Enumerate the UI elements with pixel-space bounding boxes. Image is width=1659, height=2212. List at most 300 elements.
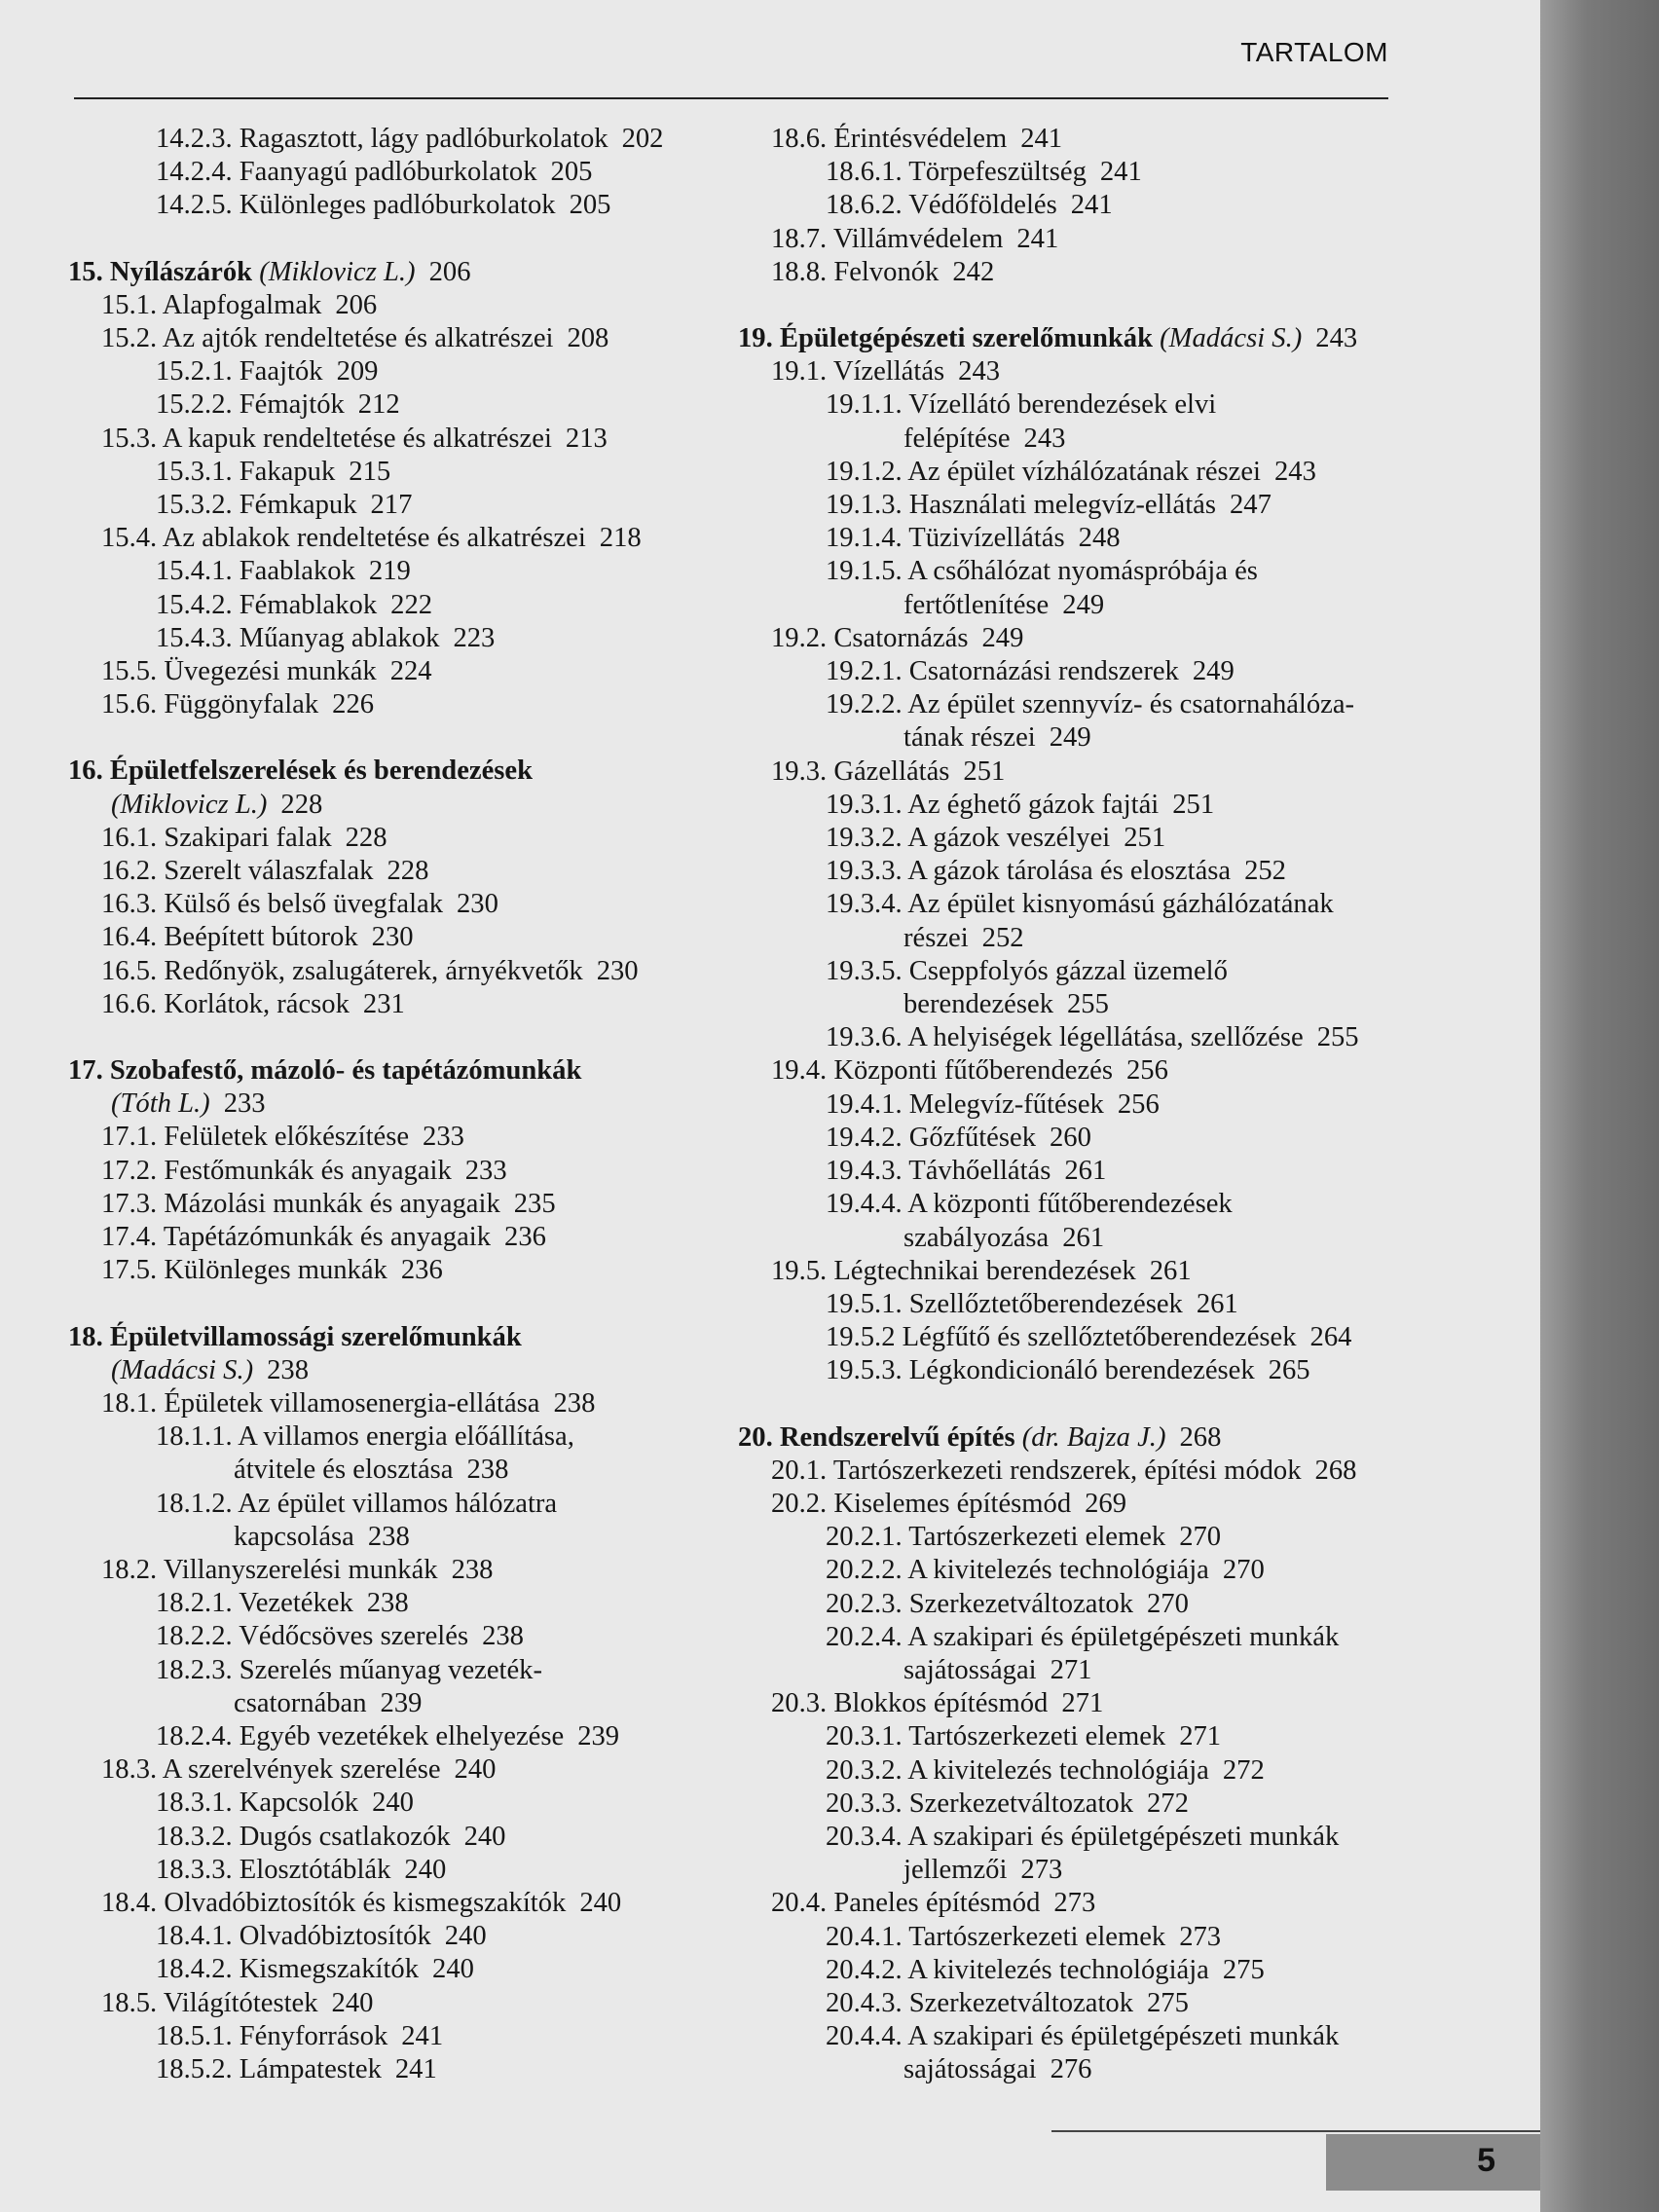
toc-entry-page: 206 xyxy=(428,256,471,287)
toc-entry xyxy=(738,1588,1439,1621)
toc-entry-title: kapcsolása xyxy=(234,1521,354,1552)
toc-entry-page: 228 xyxy=(280,789,323,820)
toc-entry-page: 272 xyxy=(1222,1754,1265,1786)
toc-entry-title: 19.1.5. A csőhálózat nyomáspróbája és xyxy=(826,556,1258,587)
toc-entry-title: 20.3.3. Szerkezetváltozatok xyxy=(826,1788,1133,1819)
toc-entry xyxy=(68,1121,730,1154)
toc-entry-title: 18.6. Érintésvédelem xyxy=(771,124,1008,154)
toc-entry xyxy=(68,156,730,189)
toc-entry xyxy=(68,655,730,688)
toc-entry xyxy=(738,1054,1439,1088)
toc-entry-page: 241 xyxy=(1020,124,1063,154)
toc-entry-page: 233 xyxy=(423,1122,464,1153)
toc-entry-title: 19.3.5. Cseppfolyós gázzal üzemelő xyxy=(826,955,1228,986)
page-number-box xyxy=(1326,2134,1540,2191)
toc-entry xyxy=(738,1720,1439,1753)
toc-entry-title: 19.1. Vízellátás xyxy=(771,356,945,387)
toc-entry-page: 249 xyxy=(1192,656,1235,687)
toc-entry-page: 275 xyxy=(1147,1987,1189,2018)
toc-entry xyxy=(738,1887,1439,1920)
toc-entry xyxy=(738,1687,1439,1720)
toc-entry-page: 206 xyxy=(335,289,378,320)
toc-entry-page: 268 xyxy=(1314,1455,1357,1486)
toc-entry xyxy=(738,955,1439,988)
toc-entry xyxy=(68,688,730,721)
toc-entry xyxy=(68,1221,730,1254)
toc-entry-page: 212 xyxy=(357,389,400,421)
toc-entry-title: 20.4. Paneles építésmód xyxy=(771,1888,1041,1919)
toc-entry xyxy=(68,888,730,921)
toc-entry xyxy=(738,223,1439,256)
toc-entry-title: 20.2.4. A szakipari és épületgépészeti munkák xyxy=(826,1621,1340,1652)
toc-entry xyxy=(68,589,730,622)
toc-entry xyxy=(738,855,1439,888)
toc-entry-page: 238 xyxy=(367,1521,410,1552)
toc-entry xyxy=(68,1620,730,1653)
toc-entry-page: 261 xyxy=(1064,1156,1107,1187)
toc-entry-title: fertőtlenítése xyxy=(903,589,1050,620)
toc-entry-page: 238 xyxy=(267,1354,310,1385)
toc-entry-title: 15. Nyílászárók xyxy=(68,256,253,287)
toc-entry-page: 241 xyxy=(1016,223,1059,254)
toc-entry-title: 18.7. Villámvédelem xyxy=(771,223,1004,254)
toc-entry-title: 20.3.2. A kivitelezés technológiája xyxy=(826,1754,1209,1786)
toc-entry xyxy=(68,855,730,888)
running-header-title: TARTALOM xyxy=(1240,37,1388,67)
toc-chapter xyxy=(738,1421,1439,1455)
toc-entry-title: 15.4. Az ablakok rendeltetése és alkatrészei xyxy=(101,523,586,554)
toc-entry xyxy=(68,322,730,355)
toc-entry xyxy=(738,1654,1439,1687)
toc-entry-title: 19.3.6. A helyiségek légellátása, szellőzése xyxy=(826,1022,1304,1053)
toc-entry xyxy=(68,1354,730,1387)
toc-entry xyxy=(68,2020,730,2053)
toc-entry-title: 20.4.3. Szerkezetváltozatok xyxy=(826,1987,1133,2018)
toc-entry-page: 252 xyxy=(981,922,1024,953)
toc-entry-title: 19.4. Központi fűtőberendezés xyxy=(771,1055,1113,1087)
toc-entry-title: 16.3. Külső és belső üvegfalak xyxy=(101,889,443,920)
toc-entry xyxy=(68,822,730,855)
toc-entry-title: 18.6.1. Törpefeszültség xyxy=(826,157,1087,188)
toc-entry-page: 255 xyxy=(1316,1022,1359,1053)
toc-entry-title: 18.4. Olvadóbiztosítók és kismegszakítók xyxy=(101,1887,567,1918)
toc-entry xyxy=(738,1455,1439,1488)
toc-entry-title: 20.2.1. Tartószerkezeti elemek xyxy=(826,1522,1166,1553)
toc-entry-title: 20.3.4. A szakipari és épületgépészeti munkák xyxy=(826,1821,1340,1852)
toc-entry xyxy=(738,1788,1439,1821)
toc-entry-page: 270 xyxy=(1179,1522,1222,1553)
toc-entry xyxy=(738,1521,1439,1554)
toc-entry-title: 19.5. Légtechnikai berendezések xyxy=(771,1255,1136,1286)
toc-entry-title: sajátosságai xyxy=(903,2054,1037,2085)
toc-entry-title: 15.2.2. Fémajtók xyxy=(156,389,345,421)
toc-entry xyxy=(68,1854,730,1887)
toc-entry-title: felépítése xyxy=(903,423,1011,454)
toc-entry-page: 239 xyxy=(577,1720,620,1751)
toc-entry xyxy=(738,756,1439,789)
toc-entry-title: 15.1. Alapfogalmak xyxy=(101,289,322,320)
toc-entry-page: 236 xyxy=(504,1222,546,1253)
toc-entry xyxy=(738,555,1439,588)
toc-entry xyxy=(68,955,730,988)
toc-chapter xyxy=(68,256,730,289)
toc-entry xyxy=(68,1720,730,1753)
toc-entry xyxy=(738,1188,1439,1221)
toc-entry xyxy=(738,1255,1439,1288)
toc-entry-page: 240 xyxy=(454,1754,497,1786)
toc-gap xyxy=(68,1288,730,1321)
toc-entry xyxy=(738,1155,1439,1188)
toc-entry xyxy=(68,1753,730,1787)
toc-entry xyxy=(68,1254,730,1287)
toc-entry-title: 19.5.1. Szellőztetőberendezések xyxy=(826,1288,1183,1319)
toc-entry xyxy=(738,888,1439,921)
toc-entry xyxy=(738,2053,1439,2086)
toc-entry-title: 18.5. Világítótestek xyxy=(101,1987,318,2018)
toc-entry-page: 240 xyxy=(444,1921,487,1952)
toc-entry xyxy=(738,189,1439,222)
toc-entry xyxy=(68,1387,730,1420)
toc-entry-title: jellemzői xyxy=(903,1855,1008,1886)
toc-entry-page: 271 xyxy=(1061,1688,1104,1719)
toc-entry-title: tának részei xyxy=(903,722,1036,754)
toc-entry-page: 230 xyxy=(457,889,498,920)
toc-entry-title: 19.1.1. Vízellátó berendezések elvi xyxy=(826,389,1217,421)
toc-entry-page: 260 xyxy=(1050,1122,1091,1153)
toc-entry xyxy=(738,1754,1439,1788)
toc-entry-page: 275 xyxy=(1222,1954,1265,1985)
toc-entry-page: 272 xyxy=(1147,1788,1189,1819)
toc-entry-title: 19.4.4. A központi fűtőberendezések xyxy=(826,1189,1233,1220)
toc-entry xyxy=(68,1953,730,1986)
toc-entry-title: 19.2. Csatornázás xyxy=(771,622,969,653)
toc-entry-title: 19.4.3. Távhőellátás xyxy=(826,1156,1051,1187)
toc-entry-title: 19.1.3. Használati melegvíz-ellátás xyxy=(826,490,1216,521)
toc-entry xyxy=(68,1488,730,1521)
toc-entry-page: 233 xyxy=(464,1155,507,1186)
toc-gap xyxy=(738,1388,1439,1421)
toc-entry-title: 15.6. Függönyfalak xyxy=(101,689,319,720)
toc-entry-title: 19.2.1. Csatornázási rendszerek xyxy=(826,656,1179,687)
toc-entry-title: (Miklovicz L.) xyxy=(111,789,268,820)
toc-entry-title: 18.3.1. Kapcsolók xyxy=(156,1788,359,1819)
toc-entry-page: 240 xyxy=(579,1887,622,1918)
toc-entry-page: 215 xyxy=(349,456,391,487)
toc-entry-title: 20.3.1. Tartószerkezeti elemek xyxy=(826,1721,1166,1752)
toc-entry xyxy=(738,522,1439,555)
toc-entry xyxy=(738,1222,1439,1255)
toc-entry-title: 18.3.3. Elosztótáblák xyxy=(156,1854,391,1885)
toc-entry xyxy=(738,123,1439,156)
toc-entry-title: 17.3. Mázolási munkák és anyagaik xyxy=(101,1188,500,1219)
toc-entry-title: részei xyxy=(903,922,969,953)
toc-entry-page: 276 xyxy=(1050,2054,1092,2085)
toc-entry-title: 19.3.1. Az éghető gázok fajtái xyxy=(826,789,1160,820)
toc-entry-title: 19.1.2. Az épület vízhálózatának részei xyxy=(826,456,1261,487)
toc-entry-title: 15.2.1. Faajtók xyxy=(156,356,323,387)
toc-entry xyxy=(68,1654,730,1687)
toc-entry-page: 233 xyxy=(223,1088,266,1120)
toc-entry-title: 17.2. Festőmunkák és anyagaik xyxy=(101,1155,452,1186)
toc-entry-author: (dr. Bajza J.) xyxy=(1021,1421,1166,1453)
toc-entry xyxy=(738,355,1439,388)
page-number: 5 xyxy=(1477,2142,1495,2179)
toc-entry-title: 16.1. Szakipari falak xyxy=(101,822,332,853)
toc-entry-page: 243 xyxy=(958,356,1001,387)
toc-entry-title: 20.4.2. A kivitelezés technológiája xyxy=(826,1954,1209,1985)
toc-entry-page: 217 xyxy=(370,490,413,521)
toc-entry-page: 238 xyxy=(466,1455,509,1486)
toc-entry-page: 247 xyxy=(1229,490,1272,521)
toc-entry-page: 230 xyxy=(596,955,639,986)
toc-entry xyxy=(738,388,1439,422)
toc-entry-title: csatornában xyxy=(234,1687,367,1718)
toc-entry-title: 15.4.2. Fémablakok xyxy=(156,589,378,620)
toc-entry-page: 243 xyxy=(1274,456,1316,487)
toc-entry-title: 19.3.2. A gázok veszélyei xyxy=(826,823,1111,854)
book-spine-edge xyxy=(1540,0,1659,2212)
toc-gap xyxy=(68,721,730,755)
toc-entry-page: 270 xyxy=(1147,1588,1189,1619)
toc-entry-page: 219 xyxy=(368,556,411,587)
toc-entry-page: 240 xyxy=(432,1954,474,1985)
toc-entry-page: 270 xyxy=(1222,1555,1265,1586)
toc-entry-title: 19.3. Gázellátás xyxy=(771,756,950,787)
toc-entry-title: 20. Rendszerelvű építés xyxy=(738,1421,1015,1453)
toc-entry-page: 226 xyxy=(332,689,375,720)
toc-entry-title: 18.3. A szerelvények szerelése xyxy=(101,1754,441,1786)
toc-entry-title: 15.3.2. Fémkapuk xyxy=(156,490,357,521)
toc-entry-author: (Miklovicz L.) xyxy=(259,256,416,287)
toc-entry-title: 19.1.4. Tüzivízellátás xyxy=(826,523,1065,554)
toc-entry-page: 269 xyxy=(1085,1488,1127,1519)
toc-entry xyxy=(68,1155,730,1188)
toc-entry-title: 15.3.1. Fakapuk xyxy=(156,456,336,487)
toc-entry-title: 18.2.1. Vezetékek xyxy=(156,1588,353,1619)
toc-entry-page: 271 xyxy=(1050,1654,1092,1685)
toc-entry-page: 222 xyxy=(390,589,433,620)
toc-entry xyxy=(68,555,730,588)
toc-entry xyxy=(738,1021,1439,1054)
toc-entry-page: 242 xyxy=(952,256,995,287)
toc-entry-title: 16.6. Korlátok, rácsok xyxy=(101,988,350,1019)
toc-entry-page: 248 xyxy=(1078,523,1121,554)
toc-entry-page: 218 xyxy=(599,523,642,554)
toc-entry xyxy=(738,1488,1439,1521)
toc-entry-title: (Tóth L.) xyxy=(111,1088,210,1120)
toc-entry-page: 235 xyxy=(513,1188,556,1219)
toc-entry-title: 18.8. Felvonók xyxy=(771,256,940,287)
toc-right-column xyxy=(738,123,1439,2087)
toc-entry-page: 271 xyxy=(1179,1721,1222,1752)
toc-entry xyxy=(68,289,730,322)
toc-entry xyxy=(68,522,730,555)
toc-entry-title: 19.3.4. Az épület kisnyomású gázhálózatának xyxy=(826,889,1334,920)
toc-entry-title: 16.5. Redőnyök, zsalugáterek, árnyékvetők xyxy=(101,955,583,986)
toc-entry-title: 18.2.2. Védőcsöves szerelés xyxy=(156,1621,469,1652)
toc-entry xyxy=(738,721,1439,755)
toc-entry-page: 255 xyxy=(1067,989,1109,1020)
toc-entry xyxy=(68,1987,730,2020)
toc-entry-page: 240 xyxy=(372,1788,414,1819)
toc-entry-title: 19.3.3. A gázok tárolása és elosztása xyxy=(826,856,1232,887)
toc-entry-title: szabályozása xyxy=(903,1222,1050,1253)
toc-entry-page: 252 xyxy=(1244,856,1286,887)
toc-entry-title: 18.5.2. Lámpatestek xyxy=(156,2053,382,2084)
toc-entry-page: 264 xyxy=(1309,1322,1352,1353)
toc-entry-page: 224 xyxy=(389,656,432,687)
toc-entry-title: 15.4.1. Faablakok xyxy=(156,556,355,587)
toc-entry-title: átvitele és elosztása xyxy=(234,1455,454,1486)
toc-entry xyxy=(738,1987,1439,2020)
toc-entry-page: 241 xyxy=(1070,190,1113,221)
toc-entry-page: 273 xyxy=(1053,1888,1096,1919)
toc-entry xyxy=(738,1821,1439,1854)
toc-entry-page: 249 xyxy=(981,622,1024,653)
toc-entry-title: 17. Szobafestő, mázoló- és tapétázómunkák xyxy=(68,1055,582,1087)
toc-entry-page: 251 xyxy=(1124,823,1166,854)
toc-entry-page: 240 xyxy=(404,1854,447,1885)
toc-entry xyxy=(738,1122,1439,1155)
toc-entry-title: 20.2.2. A kivitelezés technológiája xyxy=(826,1555,1209,1586)
toc-entry-title: 19. Épületgépészeti szerelőmunkák xyxy=(738,323,1153,354)
header-rule xyxy=(74,97,1388,99)
toc-entry-title: 18.2.3. Szerelés műanyag vezeték- xyxy=(156,1654,542,1685)
toc-entry-title: 18.2. Villanyszerelési munkák xyxy=(101,1554,438,1585)
toc-entry xyxy=(738,1954,1439,1987)
toc-entry-page: 261 xyxy=(1062,1222,1105,1253)
toc-entry-page: 228 xyxy=(345,822,387,853)
toc-entry-title: (Madácsi S.) xyxy=(111,1354,254,1385)
toc-entry xyxy=(738,789,1439,822)
toc-entry-page: 209 xyxy=(336,356,379,387)
toc-gap xyxy=(68,223,730,256)
toc-gap xyxy=(738,289,1439,322)
toc-entry-title: sajátosságai xyxy=(903,1654,1037,1685)
toc-entry-page: 240 xyxy=(463,1821,506,1852)
toc-entry-title: 16. Épületfelszerelések és berendezések xyxy=(68,756,533,787)
toc-entry-page: 239 xyxy=(380,1687,423,1718)
toc-entry-page: 236 xyxy=(400,1255,443,1286)
toc-entry xyxy=(68,1687,730,1720)
toc-entry xyxy=(738,156,1439,189)
toc-entry-page: 238 xyxy=(482,1621,524,1652)
toc-entry-title: 14.2.3. Ragasztott, lágy padlóburkolatok xyxy=(156,124,608,154)
toc-entry-title: 18.6.2. Védőföldelés xyxy=(826,190,1057,221)
toc-entry-page: 249 xyxy=(1049,722,1091,754)
toc-entry-page: 256 xyxy=(1125,1055,1168,1087)
toc-entry-title: 17.4. Tapétázómunkák és anyagaik xyxy=(101,1222,492,1253)
toc-entry-page: 241 xyxy=(401,2020,444,2051)
toc-entry xyxy=(68,789,730,822)
toc-entry-page: 256 xyxy=(1117,1088,1160,1120)
toc-entry xyxy=(68,1887,730,1920)
toc-entry xyxy=(68,388,730,422)
toc-entry-title: 19.4.2. Gőzfűtések xyxy=(826,1122,1036,1153)
toc-entry-page: 249 xyxy=(1062,589,1105,620)
toc-entry-title: 19.5.2 Légfűtő és szellőztetőberendezések xyxy=(826,1322,1297,1353)
toc-entry xyxy=(738,589,1439,622)
toc-entry-page: 205 xyxy=(569,190,611,221)
toc-entry xyxy=(738,922,1439,955)
toc-entry-page: 238 xyxy=(366,1588,409,1619)
toc-entry-page: 273 xyxy=(1179,1921,1222,1952)
toc-entry-author: (Madácsi S.) xyxy=(1160,323,1303,354)
toc-entry xyxy=(68,988,730,1021)
toc-entry xyxy=(68,1188,730,1221)
toc-entry xyxy=(68,189,730,222)
toc-entry-page: 238 xyxy=(553,1387,596,1419)
toc-entry xyxy=(738,456,1439,489)
toc-entry-title: 18. Épületvillamossági szerelőmunkák xyxy=(68,1321,522,1352)
toc-entry-title: 16.2. Szerelt válaszfalak xyxy=(101,856,374,887)
toc-entry xyxy=(738,655,1439,688)
toc-entry-title: 15.2. Az ajtók rendeltetése és alkatrészei xyxy=(101,323,554,354)
toc-entry-page: 261 xyxy=(1196,1288,1238,1319)
toc-entry xyxy=(738,423,1439,456)
toc-entry-title: 19.5.3. Légkondicionáló berendezések xyxy=(826,1355,1255,1386)
toc-entry-title: 20.2.3. Szerkezetváltozatok xyxy=(826,1588,1133,1619)
toc-entry-page: 202 xyxy=(621,124,664,154)
toc-entry-title: 17.1. Felületek előkészítése xyxy=(101,1122,410,1153)
toc-entry-page: 231 xyxy=(362,988,405,1019)
toc-entry-page: 243 xyxy=(1315,323,1358,354)
toc-entry-page: 230 xyxy=(371,922,414,953)
toc-entry xyxy=(738,1621,1439,1654)
toc-entry-page: 238 xyxy=(451,1554,494,1585)
toc-entry-title: 20.4.1. Tartószerkezeti elemek xyxy=(826,1921,1166,1952)
toc-chapter xyxy=(68,755,730,788)
toc-entry xyxy=(738,1354,1439,1387)
toc-entry-title: 18.4.2. Kismegszakítók xyxy=(156,1954,420,1985)
toc-entry-title: 20.4.4. A szakipari és épületgépészeti munkák xyxy=(826,2021,1340,2052)
toc-chapter xyxy=(738,322,1439,355)
footer-rule xyxy=(1051,2130,1540,2132)
toc-entry-page: 213 xyxy=(565,423,608,454)
toc-entry xyxy=(738,1554,1439,1587)
toc-entry-title: 14.2.4. Faanyagú padlóburkolatok xyxy=(156,157,537,188)
toc-entry xyxy=(68,921,730,954)
toc-entry-page: 241 xyxy=(394,2053,437,2084)
toc-entry xyxy=(68,2053,730,2086)
toc-entry-page: 273 xyxy=(1020,1855,1063,1886)
toc-entry-title: 20.2. Kiselemes építésmód xyxy=(771,1488,1072,1519)
toc-chapter xyxy=(68,1321,730,1354)
toc-entry-title: 18.1.1. A villamos energia előállítása, xyxy=(156,1421,574,1453)
toc-entry xyxy=(68,355,730,388)
toc-entry xyxy=(738,622,1439,655)
toc-entry-page: 251 xyxy=(1172,789,1215,820)
toc-entry xyxy=(68,622,730,655)
toc-entry xyxy=(68,1920,730,1953)
toc-entry xyxy=(68,1821,730,1854)
toc-entry-title: 18.1. Épületek villamosenergia-ellátása xyxy=(101,1387,540,1419)
toc-entry-page: 243 xyxy=(1023,423,1066,454)
toc-entry-title: 20.3. Blokkos építésmód xyxy=(771,1688,1049,1719)
toc-entry xyxy=(68,1587,730,1620)
toc-entry-page: 261 xyxy=(1149,1255,1192,1286)
toc-entry-title: 18.1.2. Az épület villamos hálózatra xyxy=(156,1488,558,1519)
toc-entry-title: 18.2.4. Egyéb vezetékek elhelyezése xyxy=(156,1720,565,1751)
toc-entry xyxy=(68,456,730,489)
toc-entry-title: 15.3. A kapuk rendeltetése és alkatrészei xyxy=(101,423,552,454)
toc-entry-title: 15.4.3. Műanyag ablakok xyxy=(156,622,440,653)
toc-entry xyxy=(68,1454,730,1487)
toc-entry xyxy=(68,489,730,522)
toc-chapter xyxy=(68,1054,730,1088)
toc-entry-title: 18.4.1. Olvadóbiztosítók xyxy=(156,1921,431,1952)
toc-entry xyxy=(738,1088,1439,1122)
